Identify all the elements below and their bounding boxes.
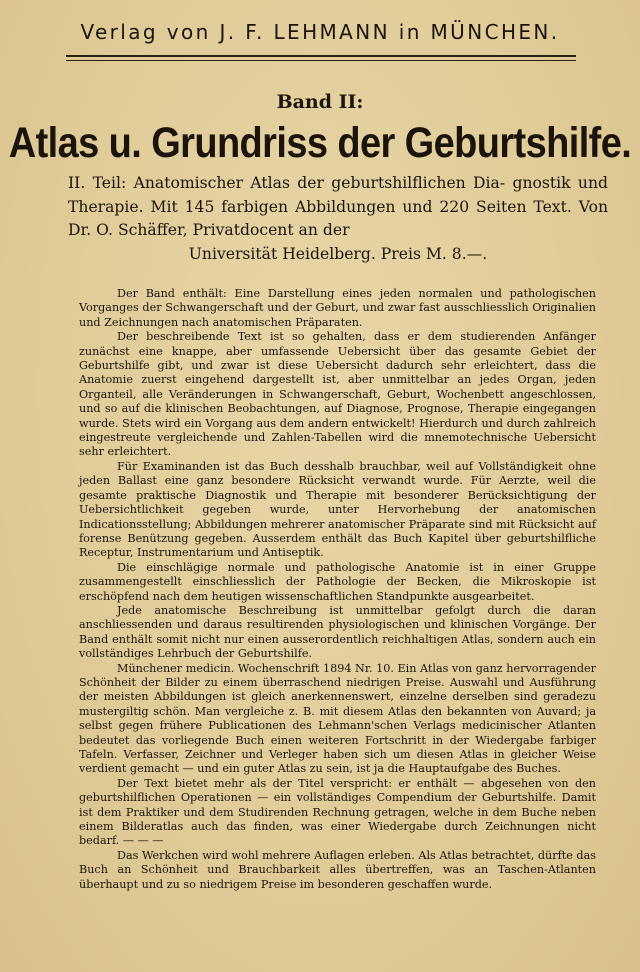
book-subtitle [68, 172, 608, 266]
band-label: Band II: [276, 91, 364, 113]
publisher-header: Verlag von J. F. LEHMANN in MÜNCHEN. [80, 20, 560, 44]
subtitle-line: II. Teil: Anatomischer Atlas der geburtshilflichen Dia- [68, 174, 506, 192]
subtitle-line: gnostik und Therapie. Mit 145 farbigen Abbildungen und [68, 174, 608, 216]
paragraph: Der Band enthält: Eine Darstellung eines jeden normalen und pathologischen Vorganges der Schwangerschaft und der Geburt, und zwar fast ausschliesslich Originalien und Zeichnungen nach anatomischen Präparaten. [79, 287, 596, 329]
description-body [79, 287, 596, 892]
paragraph: Der beschreibende Text ist so gehalten, dass er dem studierenden Anfänger zunächst eine knappe, aber umfassende Uebersicht über das gesamte Gebiet der Geburtshilfe gibt, und zwar ist diese Uebersicht dadurch sehr erleichtert, dass die Anatomie zuerst eingehend dargestellt ist, aber unmittelbar an jedes Organ, jeden Organteil, alle Veränderungen in Schwangerschaft, Geburt, Wochenbett angeschlossen, und so auf die klinischen Beobachtungen, auf Diagnose, Prognose, Therapie eingegangen wurde. Stets wird ein Vorgang aus dem andern entwickelt! Hierdurch und durch zahlreich eingestreute vergleichende und Zahlen-Tabellen wird die mnemotechnische Uebersicht sehr erleichtert. [79, 330, 596, 459]
paragraph: Jede anatomische Beschreibung ist unmittelbar gefolgt durch die daran anschliessenden und daraus resultirenden physiologischen und klinischen Vorgänge. Der Band enthält somit nicht nur einen ausserordentlich reichhaltigen Atlas, sondern auch ein vollständiges Lehrbuch der Geburtshilfe. [79, 603, 596, 661]
header-rule-thick [66, 55, 576, 57]
paragraph: Der Text bietet mehr als der Titel verspricht: er enthält — abgesehen von den geburtshilflichen Operationen — ein vollständiges Compendium der Geburtshilfe. Damit ist dem Praktiker und dem Studirenden Rechnung getragen, welche in dem Buche neben einem Bilderatlas auch das finden, was einer Wiedergabe durch Zeichnungen nicht bedarf. — — — [79, 776, 596, 848]
subtitle-line: 220 Seiten Text. Von Dr. O. Schäffer, Privatdocent an der [68, 197, 608, 239]
subtitle-line: Universität Heidelberg. Preis M. 8.—. [188, 244, 488, 263]
review-paragraph: Münchener medicin. Wochenschrift 1894 Nr. 10. Ein Atlas von ganz hervorragender Schönheit der Bilder zu einem überraschend niedrigen Preise. Auswahl und Ausführung der meisten Abbildungen ist gleich anerkennenswert, einzelne derselben sind geradezu mustergiltig schön. Man vergleiche z. B. mit diesem Atlas den bekannten von Auvard; ja selbst gegen frühere Publicationen des Lehmann'schen Verlags medicinischer Atlanten bedeutet das vorliegende Buch einen weiteren Fortschritt in der Wiedergabe farbiger Tafeln. Verfasser, Zeichner und Verleger haben sich um diesen Atlas in gleicher Weise verdient gemacht — und ein guter Atlas zu sein, ist ja die Hauptaufgabe des Buches. [79, 661, 596, 776]
paragraph: Für Examinanden ist das Buch desshalb brauchbar, weil auf Vollständigkeit ohne jeden Ballast eine ganz besondere Rücksicht verwandt wurde. Für Aerzte, weil die gesamte praktische Diagnostik und Therapie mit besonderer Berücksichtigung der Uebersichtlichkeit gegeben wurde, unter Hervorhebung der anatomischen Indicationsstellung; Abbildungen mehrerer anatomischer Präparate sind mit Rücksicht auf forense Benützung gegeben. Ausserdem enthält das Buch Kapitel über geburtshilfliche Receptur, Instrumentarium und Antiseptik. [79, 459, 596, 560]
paragraph: Die einschlägige normale und pathologische Anatomie ist in einer Gruppe zusammengestellt einschliesslich der Pathologie der Becken, die Mikroskopie ist erschöpfend nach dem heutigen wissenschaftlichen Standpunkte ausgearbeitet. [79, 560, 596, 603]
header-rule-thin [66, 60, 576, 61]
paragraph: Das Werkchen wird wohl mehrere Auflagen erleben. Als Atlas betrachtet, dürfte das Buch an Schönheit und Brauchbarkeit alles übertreffen, was an Taschen-Atlanten überhaupt und zu so niedrigem Preise im besonderen geschaffen wurde. [79, 848, 596, 891]
book-title: Atlas u. Grundriss der Geburtshilfe. [8, 120, 632, 168]
